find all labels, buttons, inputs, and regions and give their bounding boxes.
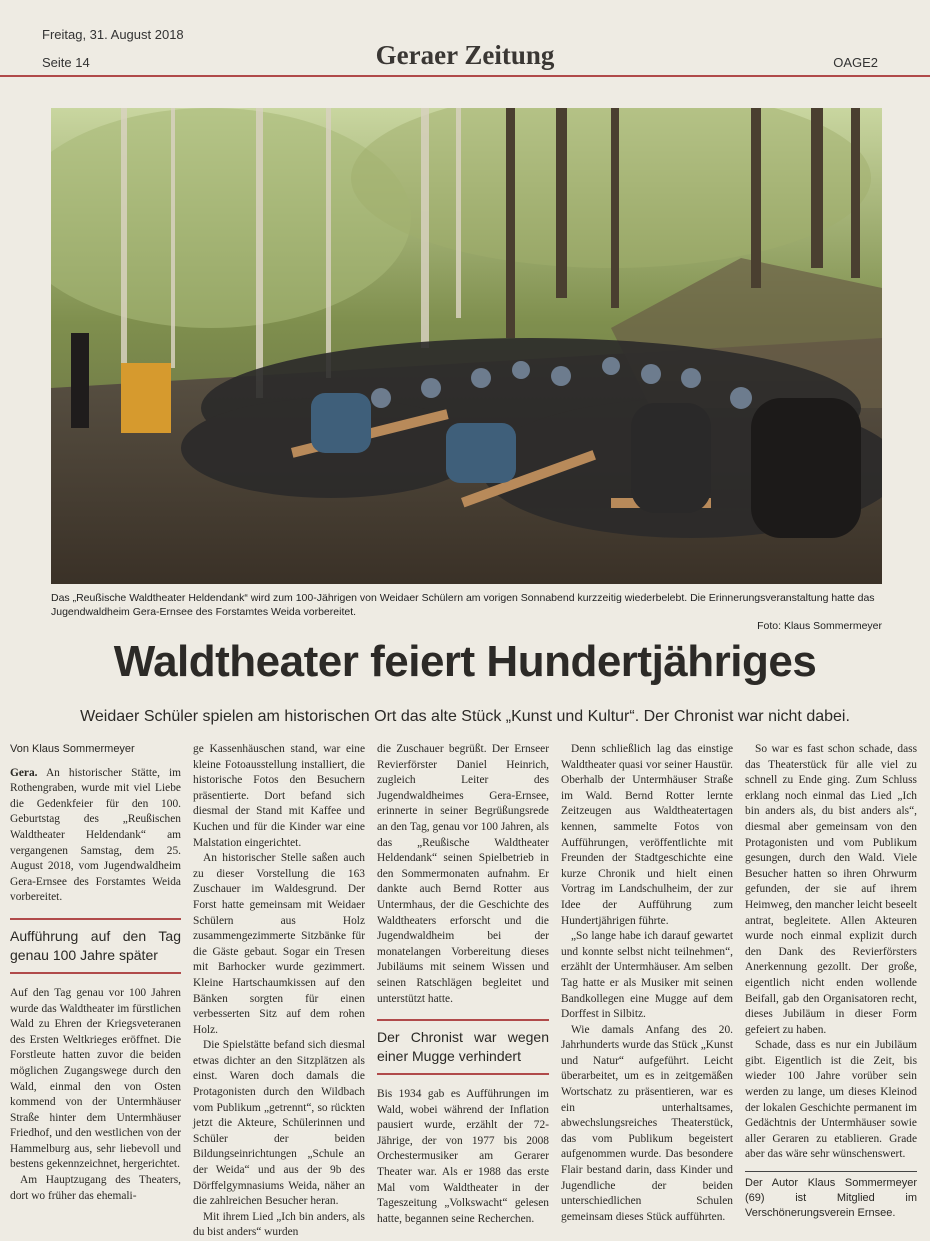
article-column-1 <box>10 742 181 1204</box>
photo-caption <box>51 591 882 633</box>
paragraph: Die Spielstätte befand sich diesmal etwas dichter an den Sitzplätzen als einst. Waren doch damals die Protagonisten durch den Wildbach vom Publikum „getrennt“, so rückten jetzt die Akteure, Schülerinnen und Schüler der beiden Bildungseinrichtungen „Schule an der Weida“ und aus der 9b des Dörffelgymnasiums Weida, näher an die zahlreichen Besucher heran. <box>193 1039 365 1208</box>
paragraph: die Zuschauer begrüßt. Der Ernseer Revierförster Daniel Heinrich, zugleich Leiter des Jugendwaldheimes Gera-Ernsee, erinnerte in seiner Begrüßungsrede an den Tag, genau vor 100 Jahren, als das „Reußische Waldtheater Heldendank“ seinen Spielbetrieb in den Sommermonaten aufnahm. Er dankte auch Bernd Rotter aus Untermhaus, der die Geschichte des Waldtheaters erforscht und die Jugendwaldheim bei der monatelangen Vorbereitung dieses Jubiläums mit seinem Wissen und seinen Ratschlägen begleitet und unterstützt hatte. <box>377 743 549 1005</box>
newspaper-name: Geraer Zeitung <box>375 40 555 70</box>
paragraph: An historischer Stelle saßen auch zu dieser Vorstellung die 163 Zuschauer im Waldesgrund. Der Forst hatte gemeinsam mit Weidaer Schülern aus Holz zusammengezimmerte Sitzbänke für die Gäste gebaut. Sogar ein Tresen mit Barhocker wurde gezimmert. Kleine Hartschaumkissen auf den Bänken sorgten für einen verbesserten Sitz auf dem rohen Holz. <box>193 852 365 1036</box>
edition-code: OAGE2 <box>833 55 878 70</box>
caption-text: Das „Reußische Waldtheater Heldendank“ wird zum 100-Jährigen von Weidaer Schülern am vorigen Sonnabend kurzzeitig wiederbelebt. Die Erinnerungsveranstaltung hatte das Jugendwaldheim Gera-Ernsee des Forstamtes Weida vorbereitet. <box>51 592 875 618</box>
masthead-rule <box>0 75 930 77</box>
paragraph: Schade, dass es nur ein Jubiläum gibt. Eigentlich ist die Zeit, bis wieder 100 Jahre vorüber sein werden zu lange, um dieses Kleinod der lokalen Geschichte permanent im Gedächtnis der Untermhäuser sowie aller Geraren zu etablieren. Grade aber das wäre sehr wünschenswert. <box>745 1039 917 1161</box>
article-column-4 <box>561 742 733 1225</box>
forest-theater-illustration <box>51 108 882 584</box>
paragraph-text: An historischer Stätte, im Rothengraben, wurde mit viel Liebe die Gedenkfeier für den 100. Geburtstag des „Reußischen Waldtheater Heldendank“ am vergangenen Samstag, dem 25. August 2018, vom Jugendwaldheim Gera-Ernsee des Forstamtes Weida vorbereitet. <box>10 766 182 904</box>
paragraph: So war es fast schon schade, dass das Theaterstück für alle viel zu schnell zu Ende ging. Zum Schluss erklang noch einmal das Lied „Ich bin anders als, du bist anders als“, diesmal aber gemeinsam von den Protagonisten und vom Publikum gesungen, durch den Wald. Viele Besucher hatten so ihren Ohrwurm gefunden, der sie auf ihrem Heimweg, den mancher leicht beseelt antrat, begleitete. Allen Akteuren wurde noch einmal explizit durch den Dank des Revierförsters Anerkennung gezollt. Der große, eigentlich nicht enden wollende Beifall, gab den Organisatoren recht, dieses Jubiläum in dieser Form gefeiert zu haben. <box>745 743 917 1036</box>
paragraph: ge Kassenhäuschen stand, war eine kleine Fotoausstellung installiert, die historische Fotos den Besuchern präsentierte. Dort befand sich diesmal der Stand mit Kaffee und Kuchen und für die Kinder war eine Malstation eingerichtet. <box>193 743 365 849</box>
paragraph: Mit ihrem Lied „Ich bin anders, als du bist anders“ wurden <box>193 1210 365 1239</box>
article-photo <box>51 108 882 584</box>
article-column-2 <box>193 742 365 1241</box>
article-column-3 <box>377 742 549 1227</box>
article-column-5 <box>745 742 917 1221</box>
paragraph: Auf den Tag genau vor 100 Jahren wurde das Waldtheater im fürstlichen Wald zu Ehren der Kriegsveteranen des Ersten Weltkrieges eröffnet. Die Forstleute hatten zuvor die beiden möglichen Zugangswege durch den Wald, einmal den von Osten kommend von der Untermhäuser Straße hinter dem Untermhäuser Friedhof, und den westlichen von der Hammelburg aus, sehr liebevoll und bestens gekennzeichnet, hergerichtet. <box>10 986 181 1171</box>
photo-credit: Foto: Klaus Sommermeyer <box>757 620 882 632</box>
issue-date: Freitag, 31. August 2018 <box>42 27 184 42</box>
author-note: Der Autor Klaus Sommermeyer (69) ist Mitglied im Verschönerungsverein Ernsee. <box>745 1171 917 1221</box>
paragraph: Denn schließlich lag das einstige Waldtheater quasi vor seiner Haustür. Oberhalb der Untermhäuser Straße im Wald. Bernd Rotter lernte Zeitzeugen aus Waldtheatertagen kennen, sammelte Fotos von Aufführungen, veröffentlichte mit Freunden der Stadtgeschichte eine kurze Chronik und hielt einen Vortrag im Landschulheim, der zur Idee der Aufführung zum Hundertjährigen führte. <box>561 743 733 927</box>
paragraph: Bis 1934 gab es Aufführungen im Wald, wobei während der Inflation pausiert wurde, erzählt der 72-Jährige, der von 1977 bis 2008 Orchestermusiker am Gerarer Theater war. Als er 1988 das erste Mal vom Waldtheater in der Tageszeitung „Volkswacht“ gelesen hatte, begannen seine Recherchen. <box>377 1088 549 1225</box>
paragraph: Am Hauptzugang des Theaters, dort wo früher das ehemali- <box>10 1174 181 1202</box>
subheading: Aufführung auf den Tag genau 100 Jahre später <box>10 918 181 974</box>
dateline: Gera. <box>10 766 38 779</box>
page-number: Seite 14 <box>42 55 90 70</box>
byline: Von Klaus Sommermeyer <box>10 743 135 755</box>
article-subheadline: Weidaer Schüler spielen am historischen Ort das alte Stück „Kunst und Kultur“. Der Chronist war nicht dabei. <box>80 708 850 725</box>
subheading: Der Chronist war wegen einer Mugge verhindert <box>377 1019 549 1075</box>
paragraph <box>10 766 181 906</box>
paragraph: Wie damals Anfang des 20. Jahrhunderts wurde das Stück „Kunst und Natur“ aufgeführt. Leicht überarbeitet, um es in zeitgemäßen Wortschatz zu präsentieren, war es ein unterhaltsames, abwechslungsreiches Theaterstück, das vom Publikum begeistert aufgenommen wurde. Das besondere Flair bestand darin, dass Kinder und Jugendliche der beiden unterschiedlichen Schulen gemeinsam dieses Stück aufführten. <box>561 1023 733 1223</box>
article-headline: Waldtheater feiert Hundertjähriges <box>113 637 817 686</box>
paragraph: „So lange habe ich darauf gewartet und konnte selbst nicht teilnehmen“, erzählt der Untermhäuser. Am selben Tag hatte er als Musiker mit seinen Bandkollegen eine Mugge auf dem Dorffest in Silbitz. <box>561 930 733 1021</box>
